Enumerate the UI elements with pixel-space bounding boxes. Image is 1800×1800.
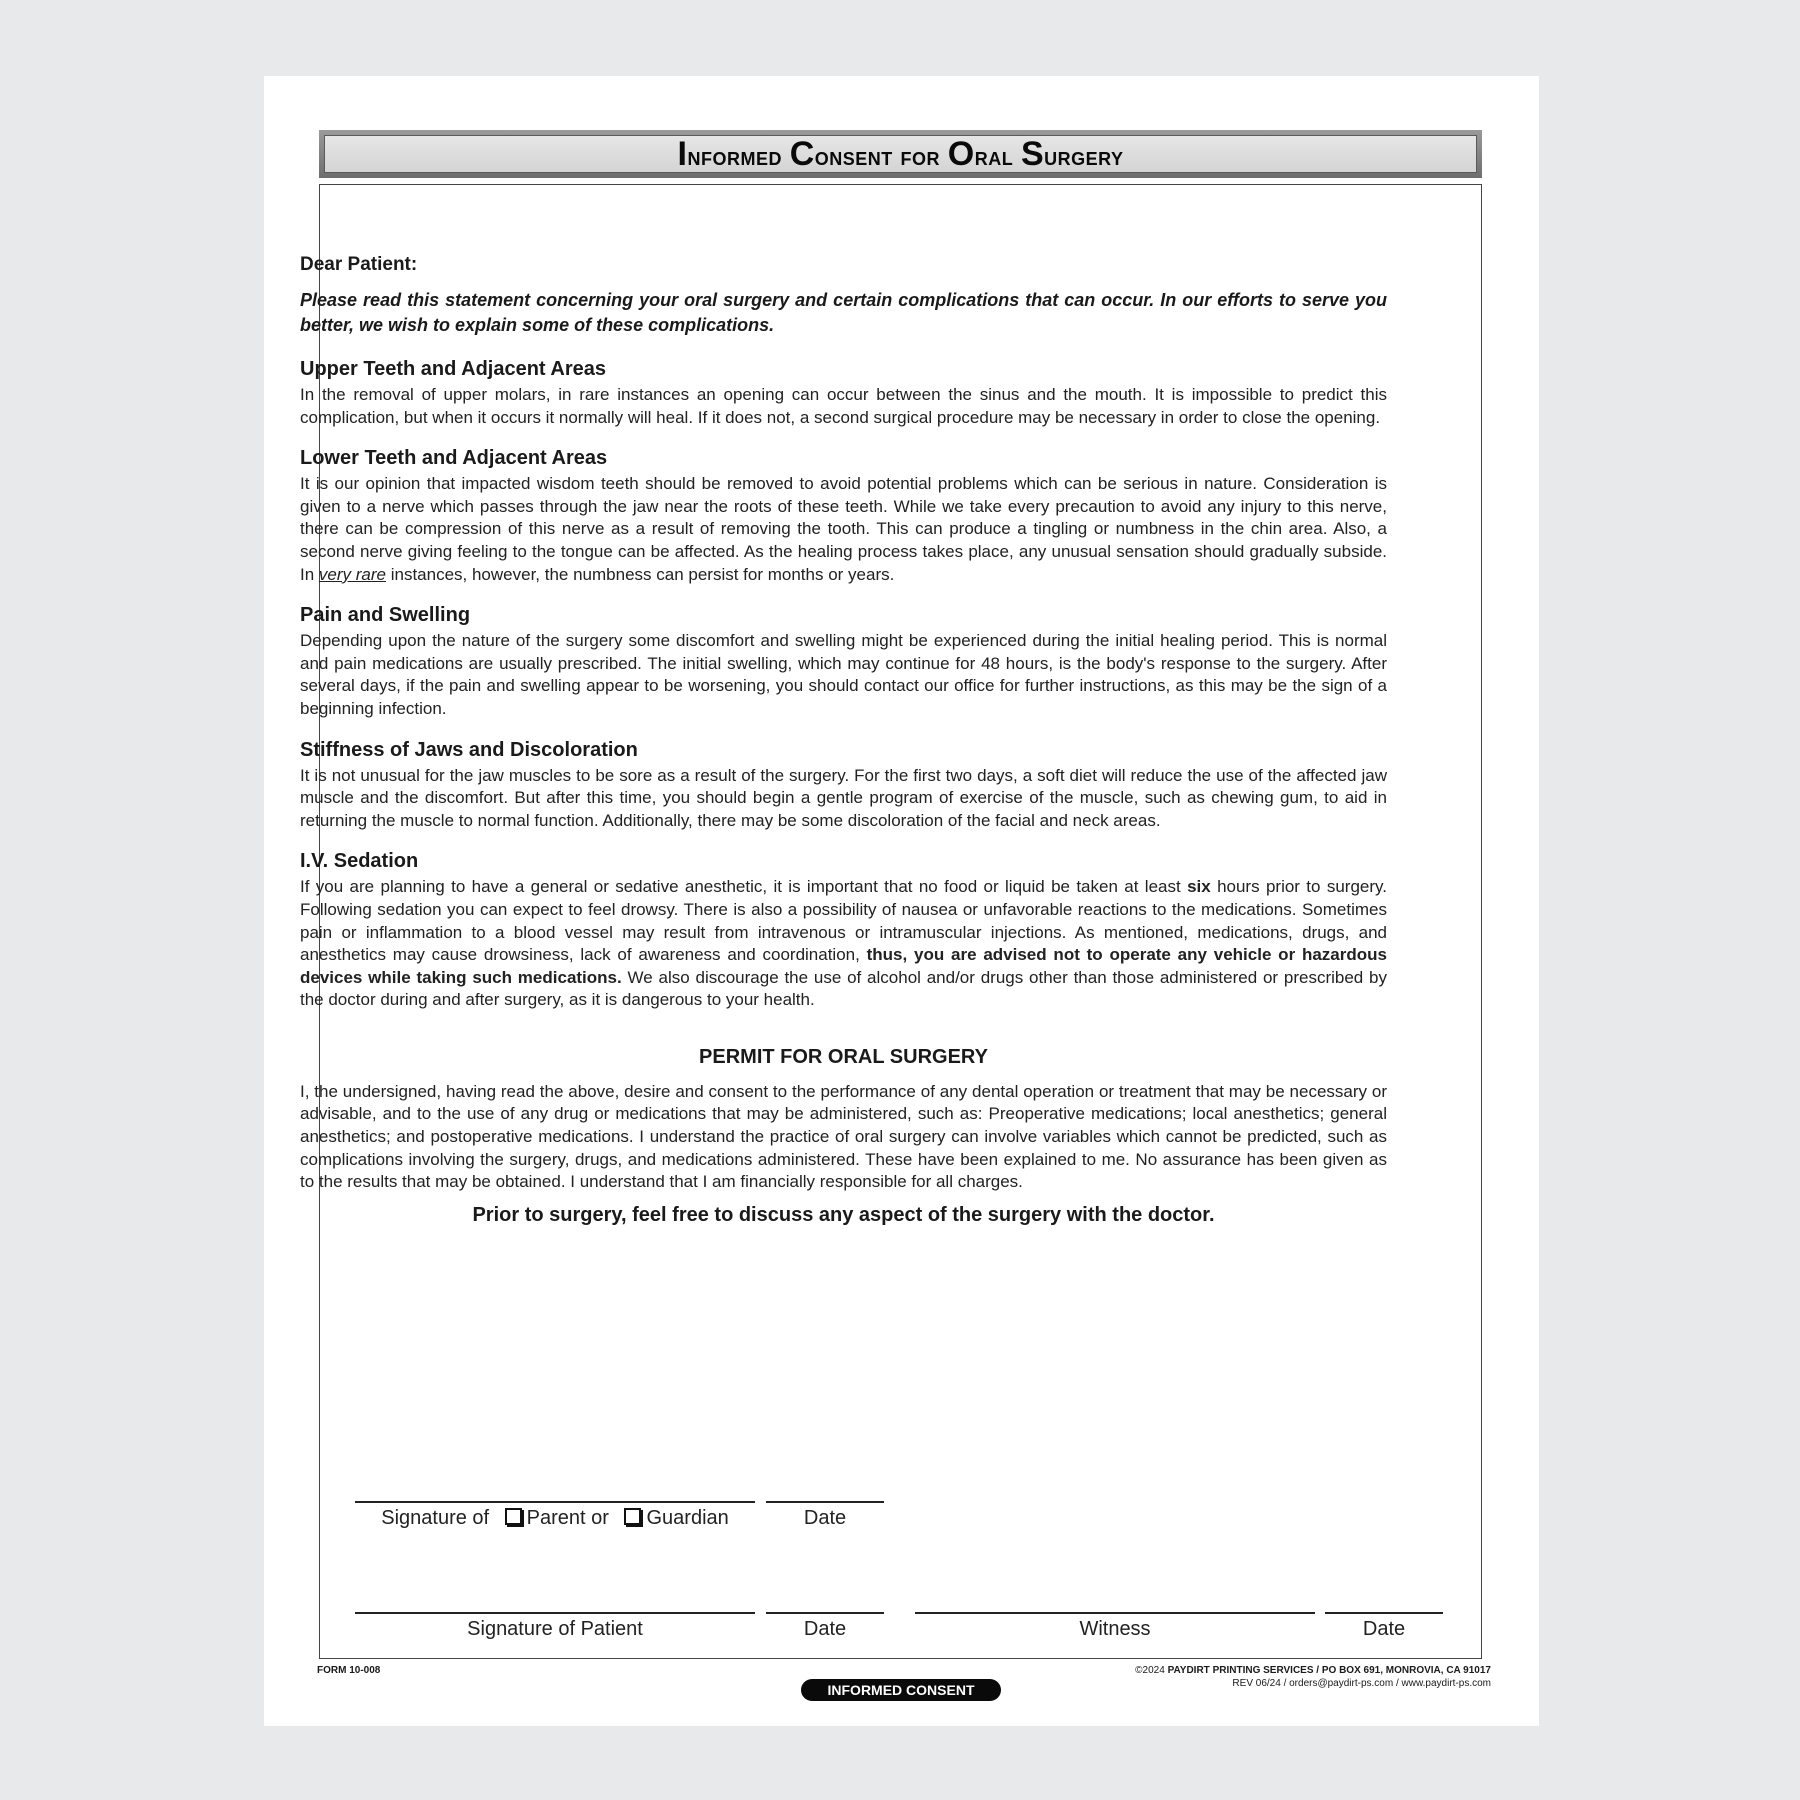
section-body: In the removal of upper molars, in rare instances an opening can occur between the sinus and the mouth. It is impossible to predict this complication, but when it occurs it normally will heal. If it does not, a second surgical procedure may be necessary in order to close the opening. [300, 385, 1387, 427]
section-heading: Upper Teeth and Adjacent Areas [300, 358, 606, 380]
section-stiffness [300, 737, 1387, 833]
parent-checkbox[interactable] [505, 1508, 522, 1525]
form-content [300, 254, 1387, 1227]
patient-date-label: Date [803, 1618, 847, 1640]
guardian-checkbox[interactable] [624, 1508, 641, 1525]
greeting: Dear Patient: [300, 254, 418, 275]
section-body: Depending upon the nature of the surgery some discomfort and swelling might be experienced during the initial healing period. This is normal and pain medications are usually prescribed. The initial swelling, which may continue for 48 hours, is the body's response to the surgery. After several days, if the pain and swelling appear to be worsening, you should contact our office for further instructions, as this may be the sign of a beginning infection. [300, 631, 1387, 718]
section-heading: I.V. Sedation [300, 850, 419, 873]
form-sheet [264, 76, 1539, 1726]
patient-signature-line[interactable] [355, 1612, 755, 1614]
parent-date-line[interactable] [766, 1501, 884, 1503]
section-pain-swelling [300, 602, 1387, 720]
form-number: FORM 10-008 [317, 1665, 381, 1676]
patient-date-line[interactable] [766, 1612, 884, 1614]
intro-text: Please read this statement concerning your oral surgery and certain complications that can occur. In our efforts to serve you better, we wish to explain some of these complications. [300, 290, 1387, 335]
permit-heading: PERMIT FOR ORAL SURGERY [699, 1045, 988, 1068]
publisher-info: ©2024 PAYDIRT PRINTING SERVICES / PO BOX 691, MONROVIA, CA 91017 REV 06/24 / orders@paydirt-ps.com / www.paydirt-ps.com [1135, 1665, 1491, 1689]
section-body: If you are planning to have a general or sedative anesthetic, it is important that no food or liquid be taken at least six hours prior to surgery. Following sedation you can expect to feel drowsy. There is also a possibility of nausea or unfavorable reactions to the medications. Sometimes pain or inflammation to a blood vessel may result from intravenous or intramuscular injections. As mentioned, medications, drugs, and anesthetics may cause drowsiness, lack of awareness and coordination, thus, you are advised not to operate any vehicle or hazardous devices while taking such medications. We also discourage the use of alcohol and/or drugs other than those administered or prescribed by the doctor during and after surgery, as it is dangerous to your health. [300, 877, 1387, 1010]
parent-signature-line[interactable] [355, 1501, 755, 1503]
discuss-notice: Prior to surgery, feel free to discuss any aspect of the surgery with the doctor. [472, 1203, 1215, 1226]
witness-signature-line[interactable] [915, 1612, 1315, 1614]
witness-signature-label: Witness [1079, 1618, 1151, 1640]
section-upper-teeth [300, 356, 1387, 429]
section-heading: Stiffness of Jaws and Discoloration [300, 738, 638, 761]
section-lower-teeth [300, 445, 1387, 586]
emphasis-very-rare: very rare [318, 564, 386, 584]
section-iv-sedation [300, 848, 1387, 1012]
section-heading: Pain and Swelling [300, 604, 471, 627]
section-body: It is our opinion that impacted wisdom teeth should be removed to avoid potential problems which can be serious in nature. Consideration is given to a nerve which passes through the jaw near the roots of these teeth. While we take every precaution to avoid any injury to this nerve, there can be compression of this nerve as a result of removing the tooth. This can produce a tingling or numbness in the chin area. Also, a second nerve giving feeling to the tongue can be affected. As the healing process takes place, any unusual sensation should gradually subside. In very rare instances, however, the numbness can persist for months or years. [300, 474, 1387, 584]
witness-date-label: Date [1362, 1618, 1406, 1640]
permit-body: I, the undersigned, having read the above, desire and consent to the performance of any dental operation or treatment that may be necessary or advisable, and to the use of any drug or medications that may be administered, such as: Preoperative medications; local anesthetics; general anesthetics; and postoperative medications. I understand the practice of oral surgery can involve variables which cannot be predicted, such as complications involving the surgery, drugs, and medications administered. These have been explained to me. No assurance has been given as to the results that may be obtained. I understand that I am financially responsible for all charges. [300, 1081, 1387, 1192]
title-bar [319, 130, 1482, 178]
form-name-badge: INFORMED CONSENT [801, 1679, 1001, 1701]
parent-date-label: Date [803, 1507, 847, 1529]
page-title: Informed Consent for Oral Surgery [324, 135, 1477, 173]
patient-signature-label: Signature of Patient [467, 1618, 643, 1640]
witness-date-line[interactable] [1325, 1612, 1443, 1614]
section-body: It is not unusual for the jaw muscles to be sore as a result of the surgery. For the first two days, a soft diet will reduce the use of the affected jaw muscle and the discomfort. But after this time, you should begin a gentle program of exercise of the muscle, such as chewing gum, to aid in returning the muscle to normal function. Additionally, there may be some discoloration of the facial and neck areas. [300, 765, 1387, 830]
section-heading: Lower Teeth and Adjacent Areas [300, 447, 608, 470]
parent-signature-label: Signature of Parent or Guardian [381, 1507, 729, 1529]
